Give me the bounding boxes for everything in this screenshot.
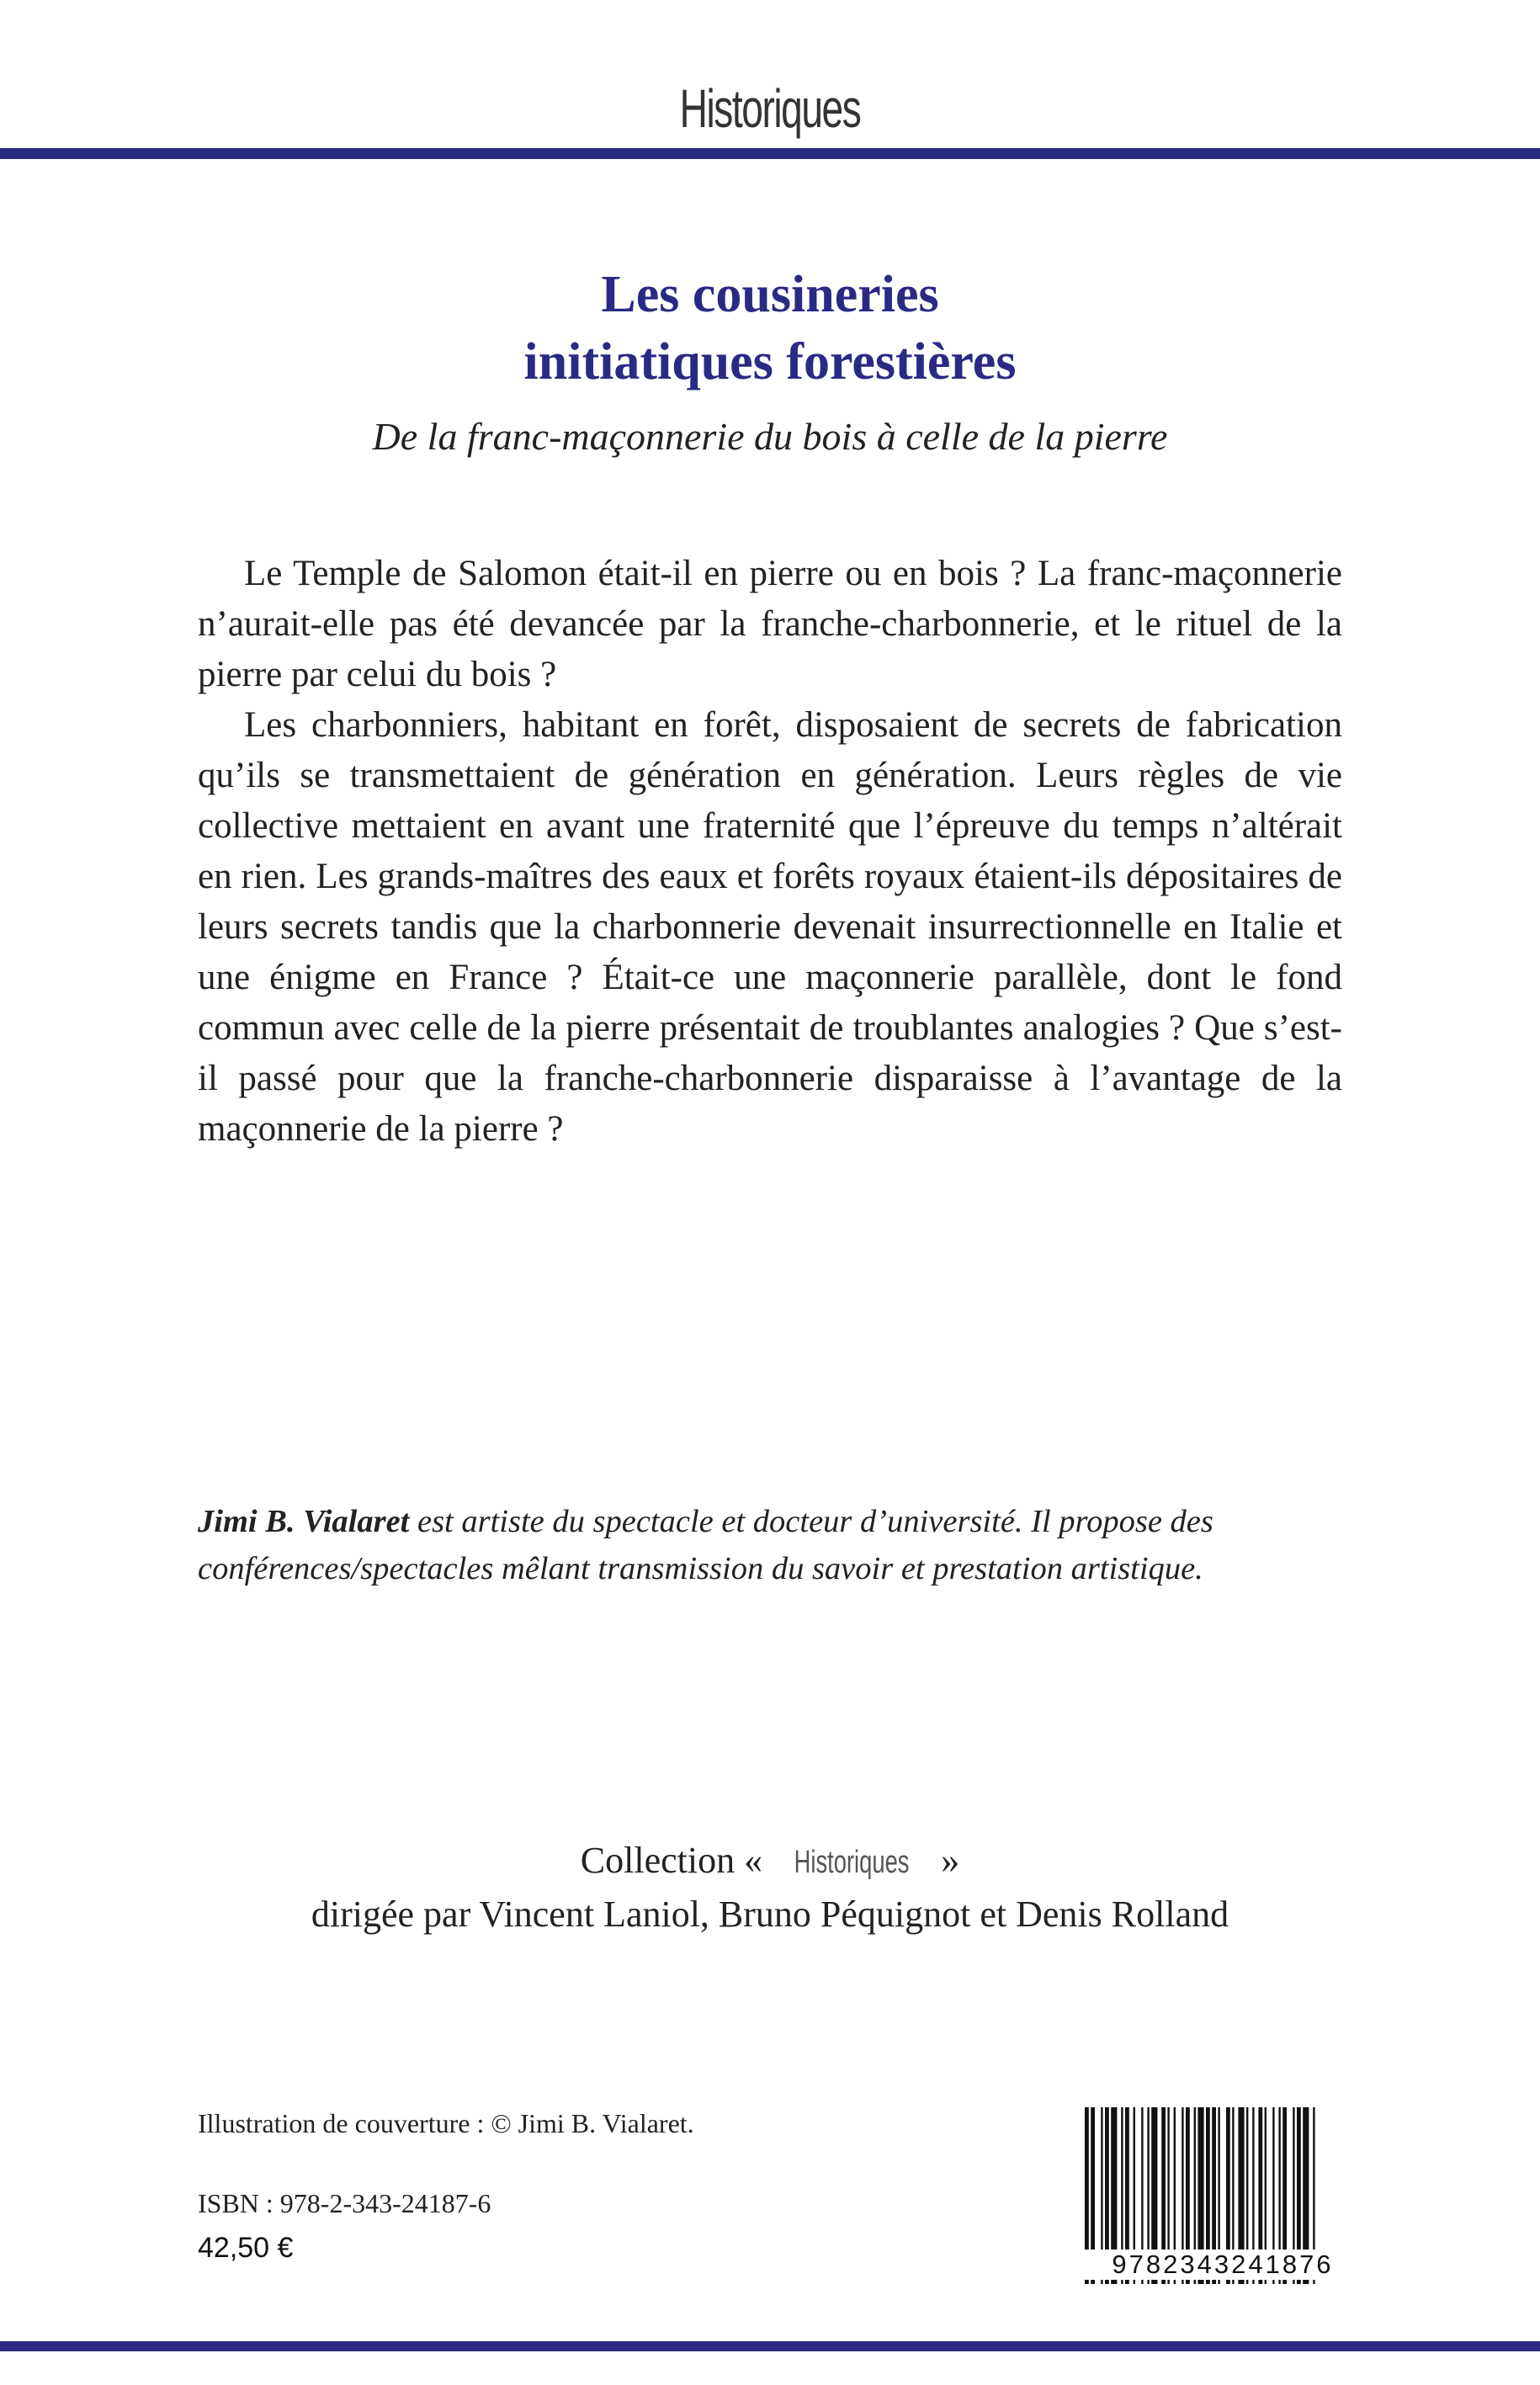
top-rule [0,148,1540,159]
book-title [0,261,1540,396]
collection-prefix: Collection « [580,1840,773,1881]
collection-suffix: » [932,1840,960,1881]
title-line-2: initiatiques forestières [523,333,1017,390]
barcode-number: 9782343241876 [1080,2250,1366,2280]
price: 42,50 € [198,2232,294,2264]
collection-directors: dirigée par Vincent Laniol, Bruno Péquignot et Denis Rolland [311,1894,1229,1935]
collection-info [0,1835,1540,1941]
illustration-credit: Illustration de couverture : © Jimi B. Vialaret. [198,2108,694,2138]
bottom-rule [0,2341,1540,2351]
blurb-paragraph-2: Les charbonniers, habitant en forêt, disposaient de secrets de fabrication qu’ils se transmettaient de génération en génération. Leurs règles de vie collective mettaient en avant une fraternité que l’épreuve du temps n’altérait en rien. Les grands-maîtres des eaux et forêts royaux étaient-ils dépositaires de leurs secrets tandis que la charbonnerie devenait insurrectionnelle en Italie et une énigme en France ? Était-ce une maçonnerie parallèle, dont le fond commun avec celle de la pierre présentait de troublantes analogies ? Que s’est-il passé pour que la franche-charbonnerie disparaisse à l’avantage de la maçonnerie de la pierre ? [198,705,1342,1149]
author-bio-text: est artiste du spectacle et docteur d’université. Il propose des conférences/spectacles mêlant transmission du savoir et prestation artistique. [198,1504,1213,1586]
isbn: ISBN : 978-2-343-24187-6 [198,2188,491,2218]
book-subtitle: De la franc-maçonnerie du bois à celle de la pierre [372,415,1168,458]
collection-line [0,1835,1540,1888]
blurb-paragraph-1: Le Temple de Salomon était-il en pierre ou en bois ? La franc-maçonnerie n’aurait-elle pas été devancée par la franche-charbonnerie, et le rituel de la pierre par celui du bois ? [198,554,1342,694]
back-cover-blurb [198,549,1342,1155]
collection-series-name: Historiques [794,1845,910,1880]
series-logo: Historiques [679,78,861,139]
title-line-1: Les cousineries [601,266,939,323]
author-name: Jimi B. Vialaret [198,1504,410,1539]
author-bio [198,1498,1342,1592]
